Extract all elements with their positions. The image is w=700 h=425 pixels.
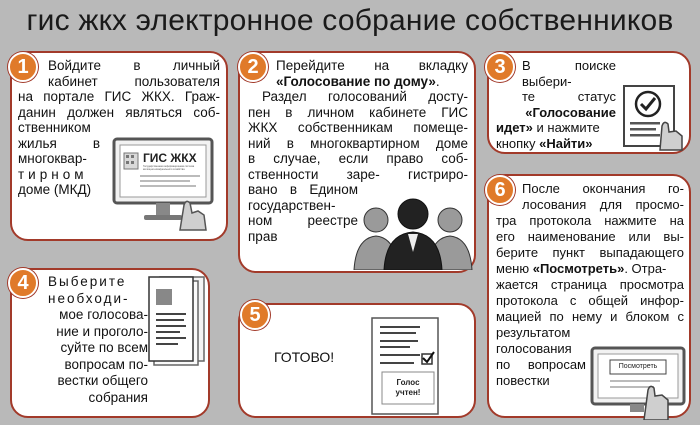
documents-icon bbox=[148, 275, 208, 367]
step-3-line: те статус bbox=[522, 89, 616, 104]
ballot-icon bbox=[368, 316, 446, 416]
step-4-line: Выберите bbox=[48, 274, 127, 289]
step-5-badge: 5 bbox=[240, 300, 270, 330]
step-3-badge: 3 bbox=[485, 52, 515, 82]
step-6-line: меню bbox=[496, 261, 533, 276]
step-4-text bbox=[16, 274, 148, 406]
step-1-line: на портале ГИС ЖКХ. Граж- bbox=[18, 89, 220, 104]
step-4-line: ние и проголо- bbox=[56, 323, 148, 339]
step-1-line: тирном bbox=[18, 166, 88, 182]
step-3-line: кнопку bbox=[496, 135, 540, 151]
step-2-dot: . bbox=[435, 73, 440, 89]
step-1-line: доме (МКД) bbox=[18, 182, 92, 197]
step-2-line: Раздел голосований досту- bbox=[262, 89, 468, 104]
step-6-line: берите пункт выпадающего bbox=[496, 245, 684, 260]
step-2-line: государствен- bbox=[248, 197, 336, 213]
step-1-line: многоквар- bbox=[18, 151, 87, 166]
step-6-line: мацией по нему и блоком с bbox=[496, 309, 684, 324]
step-6-line: . Отра- bbox=[624, 261, 667, 276]
step-2-line: прав bbox=[248, 228, 278, 244]
step-4-line: вестки общего bbox=[57, 373, 148, 388]
step-4-line: собрания bbox=[88, 389, 148, 405]
step-2-line: пен в личном кабинете ГИС bbox=[248, 104, 468, 120]
step-1-line: кабинет пользователя bbox=[48, 73, 220, 89]
step-1-line: жилья в bbox=[18, 135, 100, 151]
step-3-line: В поиске выбери- bbox=[522, 58, 616, 89]
step-2-line: ственности заре- гистриро- bbox=[248, 166, 468, 182]
step-4-line: мое голосова- bbox=[59, 307, 148, 322]
step-3-bold: «Найти» bbox=[539, 135, 593, 151]
step-6-line: тра протокола нажмите на bbox=[496, 213, 684, 228]
step-2-line: ном реестре bbox=[248, 213, 358, 228]
step-6-line: лосования для просмо- bbox=[522, 197, 684, 212]
step-6-line: жается страница просмотра bbox=[496, 277, 684, 292]
step-6-line: повестки bbox=[496, 373, 550, 388]
page-title: гис жкх электронное собрание собственников bbox=[26, 4, 674, 37]
step-2-line: ЖКХ собственникам помеще- bbox=[248, 120, 468, 135]
step-1-line: данин должен являться соб- bbox=[18, 104, 220, 120]
step-6-line: протокола с общей инфор- bbox=[496, 293, 684, 308]
step-2-line: вано в Едином bbox=[248, 182, 358, 197]
monitor-icon bbox=[110, 135, 220, 235]
people-icon bbox=[352, 192, 474, 270]
step-4-line: необходи- bbox=[48, 290, 130, 306]
step-6-badge: 6 bbox=[485, 175, 515, 205]
step-6-line: по вопросам bbox=[496, 357, 586, 372]
done-text: ГОТОВО! bbox=[274, 349, 335, 365]
step-4-badge: 4 bbox=[8, 268, 38, 298]
step-6-line: После окончания го- bbox=[522, 181, 684, 196]
step-3-bold: идет» bbox=[496, 120, 533, 135]
step-6-line: его наименование или вы- bbox=[496, 229, 684, 244]
gis-logo-text: ГИС ЖКХ bbox=[143, 151, 197, 165]
step-2-line: Перейдите на вкладку bbox=[276, 58, 468, 73]
step-4-line: вопросам по- bbox=[64, 356, 148, 372]
step-4-line: суйте по всем bbox=[60, 340, 148, 355]
step-3-bold: «Голосование bbox=[525, 104, 616, 120]
step-1-line: Войдите в личный bbox=[48, 58, 220, 73]
view-button[interactable]: Посмотреть bbox=[618, 363, 658, 370]
step-1-line: ственником bbox=[18, 120, 91, 135]
ballot-text: Голос учтен! bbox=[395, 378, 421, 397]
step-6-bold: «Посмотреть» bbox=[532, 261, 625, 276]
step-6-line: результатом bbox=[496, 325, 571, 340]
step-2-line: ний в многоквартирном доме bbox=[248, 135, 468, 151]
gis-logo-subtitle: Государственная информационная система жилищно-коммунального хозяйства bbox=[143, 165, 195, 171]
step-6-line: голосования bbox=[496, 341, 572, 356]
view-monitor-icon bbox=[590, 346, 690, 420]
step-2-line: в случае, если право соб- bbox=[248, 151, 468, 166]
step-2-badge: 2 bbox=[238, 52, 268, 82]
step-2-bold: «Голосование по дому» bbox=[276, 73, 436, 89]
checklist-icon bbox=[622, 84, 688, 152]
step-3-line: и нажмите bbox=[532, 120, 600, 135]
step-1-badge: 1 bbox=[8, 52, 38, 82]
